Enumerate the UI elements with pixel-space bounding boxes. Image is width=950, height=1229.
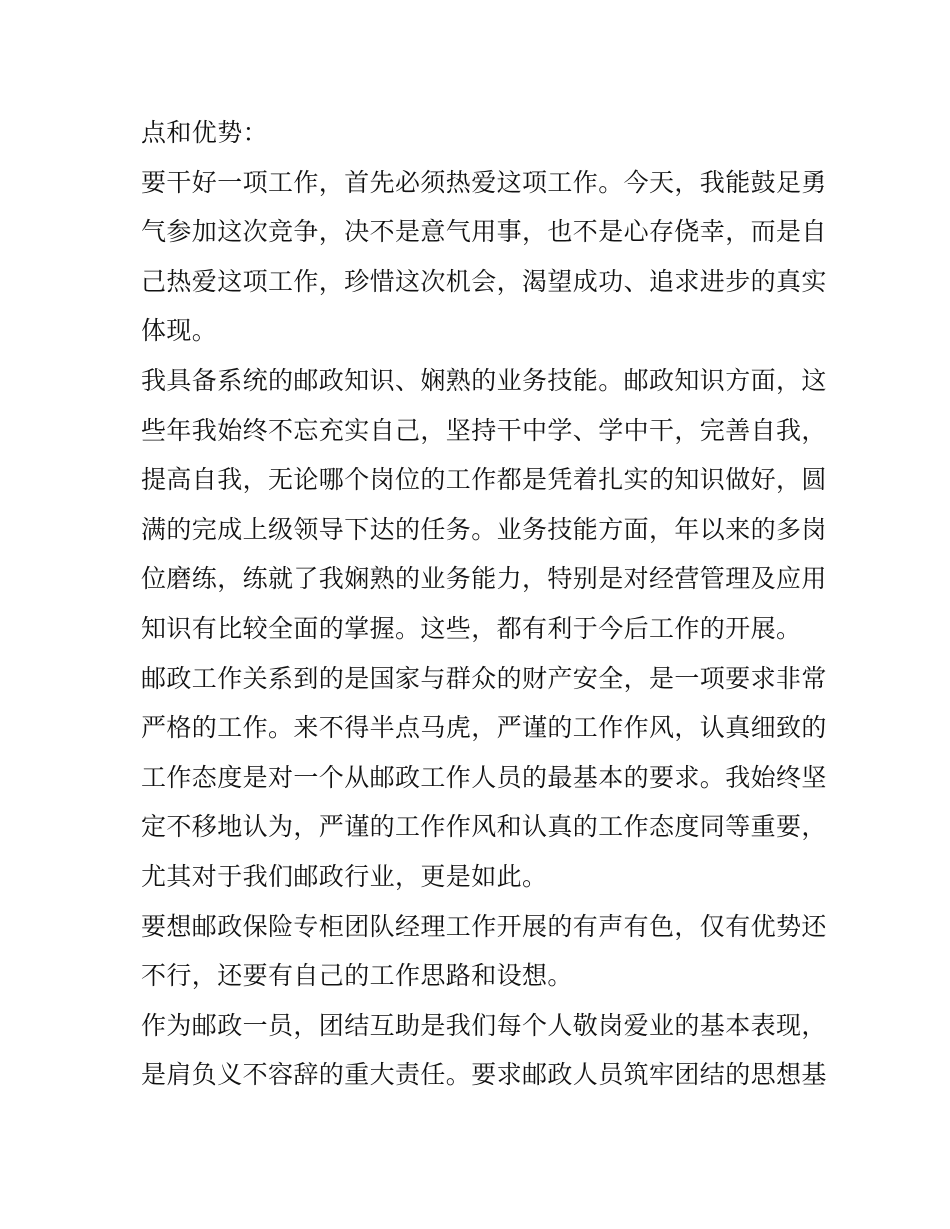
document-body — [141, 108, 827, 1100]
text-line: 我具备系统的邮政知识、娴熟的业务技能。邮政知识方面，这 — [141, 365, 827, 395]
text-line: 不行，还要有自己的工作思路和设想。 — [141, 961, 573, 991]
text-line: 点和优势： — [141, 118, 269, 147]
text-line: 己热爱这项工作，珍惜这次机会，渴望成功、追求进步的真实 — [141, 266, 827, 296]
text-line: 体现。 — [141, 316, 218, 346]
text-line: 定不移地认为，严谨的工作作风和认真的工作态度同等重要， — [141, 812, 827, 842]
text-line: 气参加这次竞争，决不是意气用事，也不是心存侥幸，而是自 — [141, 217, 827, 247]
text-line: 满的完成上级领导下达的任务。业务技能方面，年以来的多岗 — [141, 514, 827, 544]
text-line: 要想邮政保险专柜团队经理工作开展的有声有色，仅有优势还 — [141, 911, 827, 941]
text-line: 邮政工作关系到的是国家与群众的财产安全，是一项要求非常 — [141, 663, 827, 693]
text-line: 知识有比较全面的掌握。这些，都有利于今后工作的开展。 — [141, 613, 802, 643]
text-line: 提高自我，无论哪个岗位的工作都是凭着扎实的知识做好，圆 — [141, 465, 827, 495]
text-line: 位磨练，练就了我娴熟的业务能力，特别是对经营管理及应用 — [141, 564, 827, 594]
text-line: 作为邮政一员，团结互助是我们每个人敬岗爱业的基本表现， — [141, 1010, 827, 1040]
text-line: 严格的工作。来不得半点马虎，严谨的工作作风，认真细致的 — [141, 713, 827, 743]
text-line: 是肩负义不容辞的重大责任。要求邮政人员筑牢团结的思想基 — [141, 1060, 827, 1090]
text-line: 尤其对于我们邮政行业，更是如此。 — [141, 861, 548, 891]
text-line: 工作态度是对一个从邮政工作人员的最基本的要求。我始终坚 — [141, 762, 827, 792]
text-line: 要干好一项工作，首先必须热爱这项工作。今天，我能鼓足勇 — [141, 167, 827, 197]
text-line: 些年我始终不忘充实自己，坚持干中学、学中干，完善自我， — [141, 415, 827, 445]
